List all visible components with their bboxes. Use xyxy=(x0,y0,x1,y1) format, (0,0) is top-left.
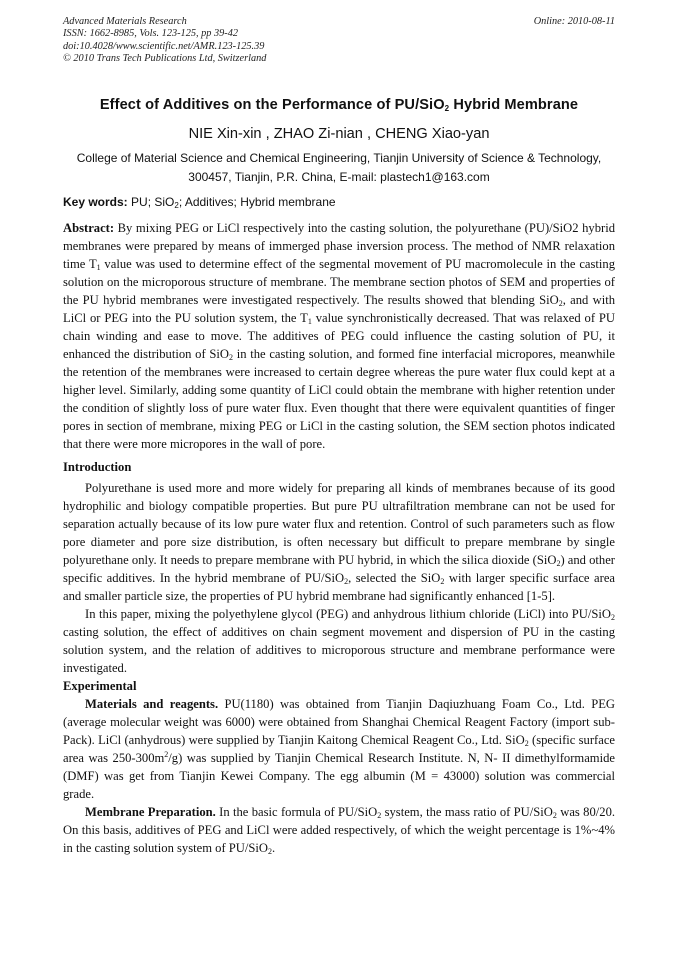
membrane-preparation-paragraph: Membrane Preparation. In the basic formula of PU/SiO$_2$ system, the mass ratio of PU/SiO$_2$ was 80/20. On this basis, additives of PEG and LiCl were added respectively, of which the weight percentage is 1%~4% in the casting solution system of PU/SiO$_2$. xyxy=(63,805,616,857)
abstract: Abstract: By mixing PEG or LiCl respectively into the casting solution, the polyurethane (PU)/SiO2 hybrid membranes were prepared by means of immerged phase inversion process. The method of NMR relaxation time $T_1$ value was used to determine effect of the segmental movement of PU macromolecule in the casting solution on the microporous structure of membrane. The membrane section photos of SEM and properties of the PU hybrid membranes were investigated respectively. The results showed that blending SiO$_2$, and with LiCl or PEG into the PU solution system, the $T_1$ value synchronistically decreased. That was relaxed of PU chain winding and ease to move. The additives of PEG could influence the casting solution of PU, it enhanced the distribution of SiO$_2$ in the casting solution, and formed fine interfacial micropores, meanwhile the retention of the membranes were increased to certain degree whereas the pure water flux could kept at a higher level. Similarly, adding some quantity of LiCl could obtain the membrane with higher retention under the condition of slightly loss of pure water flux. Even thought that there were equivalent quantities of finger pores in section of membrane, mixing PEG or LiCl in the casting solution, the SEM section photos indicated that there were more micropores in the wall of pore. xyxy=(63,221,615,452)
affiliation: College of Material Science and Chemical Engineering, Tianjin University of Science & Technology, 300457, Tianjin, P.R. China, E-mail: plastech1@163.com xyxy=(76,151,602,185)
journal-name: Advanced Materials Research xyxy=(63,16,187,27)
copyright-line: © 2010 Trans Tech Publications Ltd, Switzerland xyxy=(63,52,267,64)
paper-page xyxy=(63,16,615,857)
experimental-heading: Experimental xyxy=(63,679,137,694)
intro-paragraph-1: Polyurethane is used more and more widely for preparing all kinds of membranes because of its good hydrophilic and biology compatible properties. But pure PU ultrafiltration membrane can not be used for separation actually because of its low pure water flux and retention. Control of such parameters such as flow pore diameter and pore size distribution, is often necessary but difficult to prepare membrane by single polyurethane only. It needs to prepare membrane with PU hybrid, in which the silica dioxide (SiO$_2$) and other specific additives. In the hybrid membrane of PU/SiO$_2$, selected the SiO$_2$ with larger specific surface area and smaller particle size, the properties of PU hybrid membrane had significantly enhanced [1-5]. xyxy=(63,481,616,604)
intro-paragraph-2: In this paper, mixing the polyethylene glycol (PEG) and anhydrous lithium chloride (LiCl) into PU/SiO$_2$ casting solution, the effect of additives on chain segment movement and dispersion of PU in the casting solution system, and the relation of additives to microporous structure and membrane performance were investigated. xyxy=(63,607,615,676)
keywords: Key words: PU; SiO$_2$; Additives; Hybrid membrane xyxy=(63,195,336,211)
doi-line: doi:10.4028/www.scientific.net/AMR.123-125.39 xyxy=(63,40,265,52)
paper-title: Effect of Additives on the Performance of PU/SiO$_2$ Hybrid Membrane xyxy=(99,97,579,114)
online-date: Online: 2010-08-11 xyxy=(533,16,615,27)
issn-line: ISSN: 1662-8985, Vols. 123-125, pp 39-42 xyxy=(63,28,239,40)
journal-header xyxy=(63,16,615,65)
author-list: NIE Xin-xin , ZHAO Zi-nian , CHENG Xiao-yan xyxy=(188,126,490,143)
materials-paragraph: Materials and reagents. PU(1180) was obtained from Tianjin Daqiuzhuang Foam Co., Ltd. PEG (average molecular weight was 6000) were obtained from Shanghai Chemical Reagent Factory (import sub-Pack). LiCl (anhydrous) were supplied by Tianjin Kaitong Chemical Reagent Co., Ltd. SiO$_2$ (specific surface area was $250-300m^2/g$) was supplied by Tianjin Chemical Research Institute. N, N- II dimethylformamide (DMF) was get from Tianjin Kewei Company. The egg albumin (M = 43000) solution was commercial grade. xyxy=(63,697,615,802)
introduction-heading: Introduction xyxy=(63,460,132,475)
